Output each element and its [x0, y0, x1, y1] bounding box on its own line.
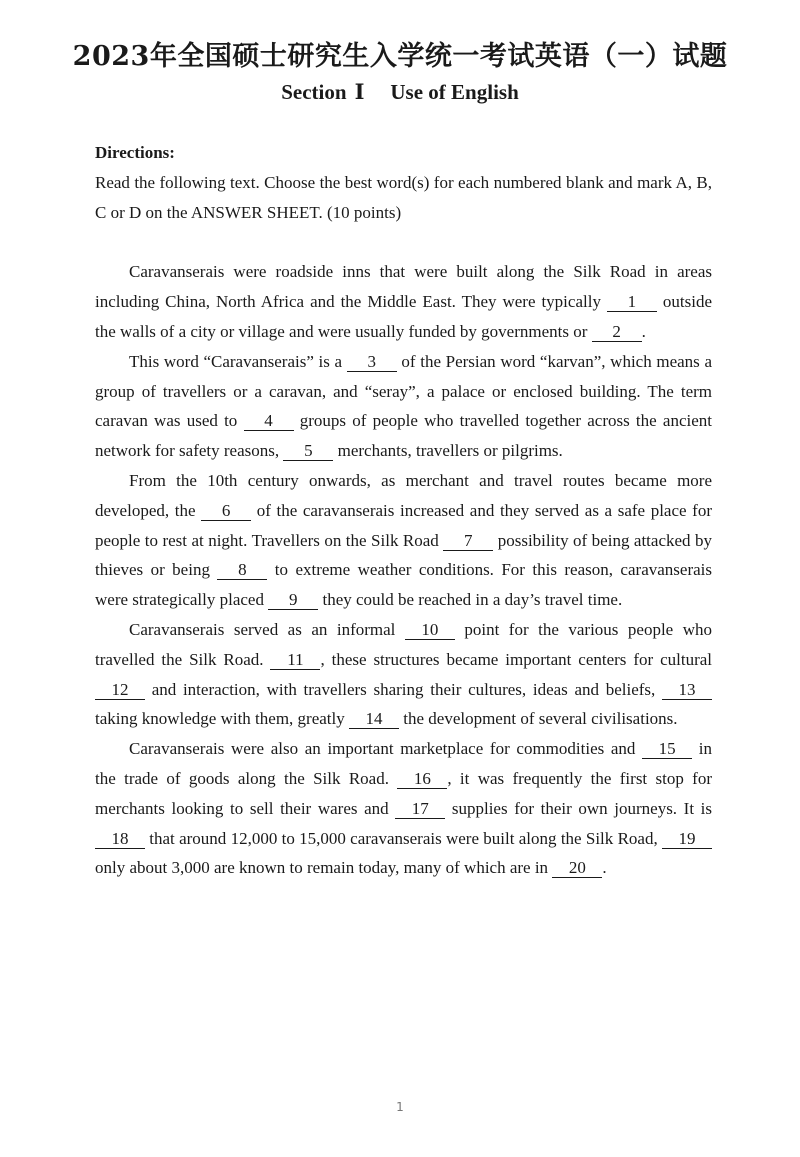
passage-text: in the trade of goods along the Silk Road.: [95, 739, 712, 788]
passage-text: they could be reached in a day’s travel time.: [318, 590, 623, 610]
passage-text: possibility of being attacked by thieves or being: [95, 530, 712, 580]
section-heading: [0, 79, 800, 105]
passage-paragraph-2: [95, 347, 712, 466]
section-numeral: Ⅰ: [354, 80, 365, 104]
passage-text: outside the walls of a city or village and were usually funded by governments or: [95, 292, 712, 341]
blank-19: 19: [662, 830, 712, 849]
passage-text: .: [602, 858, 607, 878]
blank-2: 2: [592, 323, 642, 342]
passage-text: supplies for their own journeys. It is: [445, 798, 713, 818]
blank-14: 14: [349, 710, 399, 729]
blank-18: 18: [95, 830, 145, 849]
passage-text: , these structures became important centers for cultural: [320, 649, 712, 669]
passage-text: the development of several civilisations.: [399, 709, 678, 729]
passage-text: of the Persian word “karvan”, which means a group of travellers or a caravan, and “seray”, a palace or enclosed building. The term caravan was used to: [95, 351, 712, 431]
exam-title: 2023年全国硕士研究生入学统一考试英语（一）试题: [72, 41, 728, 72]
exam-body: [95, 138, 712, 883]
passage-text: This word “Caravanserais” is a: [129, 351, 347, 371]
passage-text: only about 3,000 are known to remain today, many of which are in: [95, 858, 553, 878]
section-name: Use of English: [390, 80, 519, 104]
directions-heading: Directions:: [95, 143, 175, 162]
blank-11: 11: [270, 651, 320, 670]
blank-16: 16: [397, 770, 447, 789]
passage-text: groups of people who travelled together across the ancient network for safety reasons,: [95, 411, 712, 461]
blank-3: 3: [347, 353, 397, 372]
passage-text: Caravanserais served as an informal: [129, 619, 405, 639]
blank-15: 15: [642, 740, 692, 759]
blank-20: 20: [552, 859, 602, 878]
passage-text: to extreme weather conditions. For this reason, caravanserais were strategically placed: [95, 560, 712, 610]
directions-text: Read the following text. Choose the best word(s) for each numbered blank and mark A, B, C or D on the ANSWER SHEET. (10 points): [95, 172, 712, 222]
passage-text: , it was frequently the first stop for merchants looking to sell their wares and: [95, 768, 712, 818]
blank-7: 7: [443, 532, 493, 551]
passage-text: .: [641, 321, 646, 341]
section-label: Section: [281, 80, 347, 104]
blank-8: 8: [217, 561, 267, 580]
passage-text: point for the various people who travelled the Silk Road.: [95, 619, 712, 669]
blank-1: 1: [607, 293, 657, 312]
blank-9: 9: [268, 591, 318, 610]
blank-13: 13: [662, 681, 712, 700]
passage-text: Caravanserais were also an important marketplace for commodities and: [129, 739, 643, 759]
passage-text: merchants, travellers or pilgrims.: [333, 441, 563, 461]
blank-12: 12: [95, 681, 145, 700]
passage-paragraph-3: [95, 466, 712, 615]
blank-10: 10: [405, 621, 455, 640]
passage-text: From the 10th century onwards, as merchant and travel routes became more developed, the: [95, 470, 712, 520]
page-number: 1: [396, 1100, 404, 1114]
blank-6: 6: [201, 502, 251, 521]
passage-text: Caravanserais were roadside inns that were built along the Silk Road in areas including China, North Africa and the Middle East. They were typically: [95, 262, 712, 312]
passage-paragraph-1: [95, 257, 712, 346]
passage-text: and interaction, with travellers sharing their cultures, ideas and beliefs,: [145, 679, 662, 699]
blank-5: 5: [283, 442, 333, 461]
blank-4: 4: [244, 412, 294, 431]
passage-text: that around 12,000 to 15,000 caravanserais were built along the Silk Road,: [145, 828, 662, 848]
passage-text: taking knowledge with them, greatly: [95, 709, 349, 729]
passage-paragraph-5: [95, 734, 712, 883]
passage-paragraph-4: [95, 615, 712, 734]
passage-text: of the caravanserais increased and they served as a safe place for people to rest at night. Travellers on the Silk Road: [95, 500, 712, 550]
blank-17: 17: [395, 800, 445, 819]
